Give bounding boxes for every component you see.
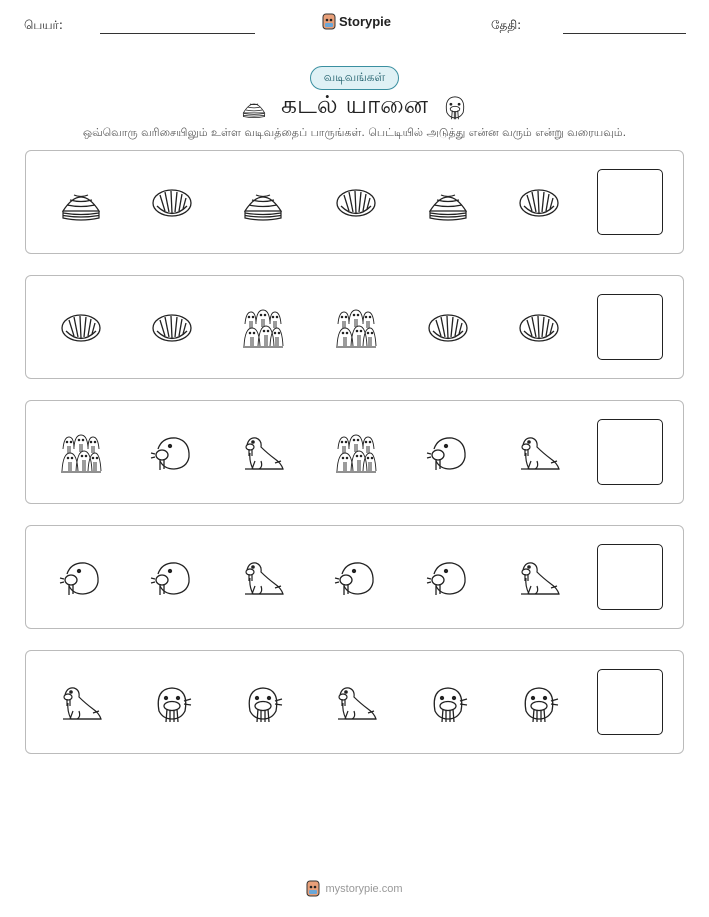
pattern-item — [59, 681, 103, 725]
walrus-group-icon — [334, 306, 378, 350]
pattern-item — [517, 181, 561, 225]
walrus-head-icon — [426, 556, 470, 600]
pattern-item — [517, 681, 561, 725]
page-title: கடல் யானை — [281, 90, 428, 119]
pattern-row-3 — [25, 400, 684, 504]
brand-logo — [322, 13, 391, 30]
stack-shell-icon — [241, 181, 285, 225]
pattern-item — [426, 556, 470, 600]
storypie-mascot-icon — [322, 13, 336, 30]
pattern-item — [426, 431, 470, 475]
name-line[interactable] — [100, 33, 255, 34]
answer-box[interactable] — [597, 419, 663, 485]
footer — [0, 880, 709, 897]
walrus-sitting-icon — [517, 431, 561, 475]
category-badge: வடிவங்கள் — [310, 66, 399, 90]
walrus-head-icon — [334, 556, 378, 600]
walrus-group-icon — [59, 431, 103, 475]
walrus-head-icon — [150, 556, 194, 600]
name-label: பெயர்: — [24, 18, 63, 32]
pattern-item — [150, 556, 194, 600]
clam-icon — [334, 181, 378, 225]
walrus-group-icon — [241, 306, 285, 350]
footer-url[interactable]: mystorypie.com — [325, 882, 403, 895]
brand-name: Storypie — [339, 14, 392, 29]
pattern-row-4 — [25, 525, 684, 629]
walrus-head-icon — [59, 556, 103, 600]
pattern-item — [334, 431, 378, 475]
pattern-item — [426, 681, 470, 725]
pattern-item — [334, 556, 378, 600]
answer-box[interactable] — [597, 669, 663, 735]
walrus-sitting-icon — [241, 556, 285, 600]
walrus-sitting-icon — [59, 681, 103, 725]
walrus-group-icon — [334, 431, 378, 475]
walrus-face-icon — [241, 681, 285, 725]
clam-icon — [517, 181, 561, 225]
walrus-face-icon — [426, 681, 470, 725]
pattern-item — [241, 681, 285, 725]
pattern-row-5 — [25, 650, 684, 754]
pattern-item — [59, 181, 103, 225]
pattern-item — [334, 181, 378, 225]
stack-shell-icon — [426, 181, 470, 225]
pattern-item — [150, 181, 194, 225]
walrus-face-icon — [440, 92, 470, 122]
clam-icon — [59, 306, 103, 350]
storypie-mascot-icon — [306, 880, 320, 897]
title-row — [0, 90, 709, 123]
walrus-head-icon — [426, 431, 470, 475]
date-label: தேதி: — [491, 18, 522, 32]
pattern-item — [241, 306, 285, 350]
stack-shell-icon — [59, 181, 103, 225]
clam-icon — [517, 306, 561, 350]
answer-box[interactable] — [597, 294, 663, 360]
pattern-item — [150, 306, 194, 350]
pattern-item — [426, 181, 470, 225]
clam-icon — [426, 306, 470, 350]
walrus-face-icon — [517, 681, 561, 725]
pattern-item — [426, 306, 470, 350]
pattern-item — [150, 681, 194, 725]
pattern-item — [241, 556, 285, 600]
walrus-face-icon — [150, 681, 194, 725]
clam-icon — [150, 181, 194, 225]
stack-shell-icon — [239, 94, 269, 120]
answer-box[interactable] — [597, 544, 663, 610]
pattern-item — [59, 556, 103, 600]
clam-icon — [150, 306, 194, 350]
pattern-item — [334, 306, 378, 350]
pattern-item — [59, 306, 103, 350]
walrus-sitting-icon — [517, 556, 561, 600]
pattern-item — [517, 306, 561, 350]
walrus-sitting-icon — [241, 431, 285, 475]
pattern-row-1 — [25, 150, 684, 254]
pattern-item — [150, 431, 194, 475]
date-line[interactable] — [563, 33, 686, 34]
pattern-item — [241, 181, 285, 225]
walrus-sitting-icon — [334, 681, 378, 725]
pattern-item — [517, 431, 561, 475]
pattern-item — [517, 556, 561, 600]
pattern-item — [334, 681, 378, 725]
pattern-item — [241, 431, 285, 475]
answer-box[interactable] — [597, 169, 663, 235]
instructions: ஒவ்வொரு வரிசையிலும் உள்ள வடிவத்தைப் பாருங்கள். பெட்டியில் அடுத்து என்ன வரும் என்று வரையவும். — [82, 126, 627, 139]
walrus-head-icon — [150, 431, 194, 475]
pattern-row-2 — [25, 275, 684, 379]
pattern-item — [59, 431, 103, 475]
